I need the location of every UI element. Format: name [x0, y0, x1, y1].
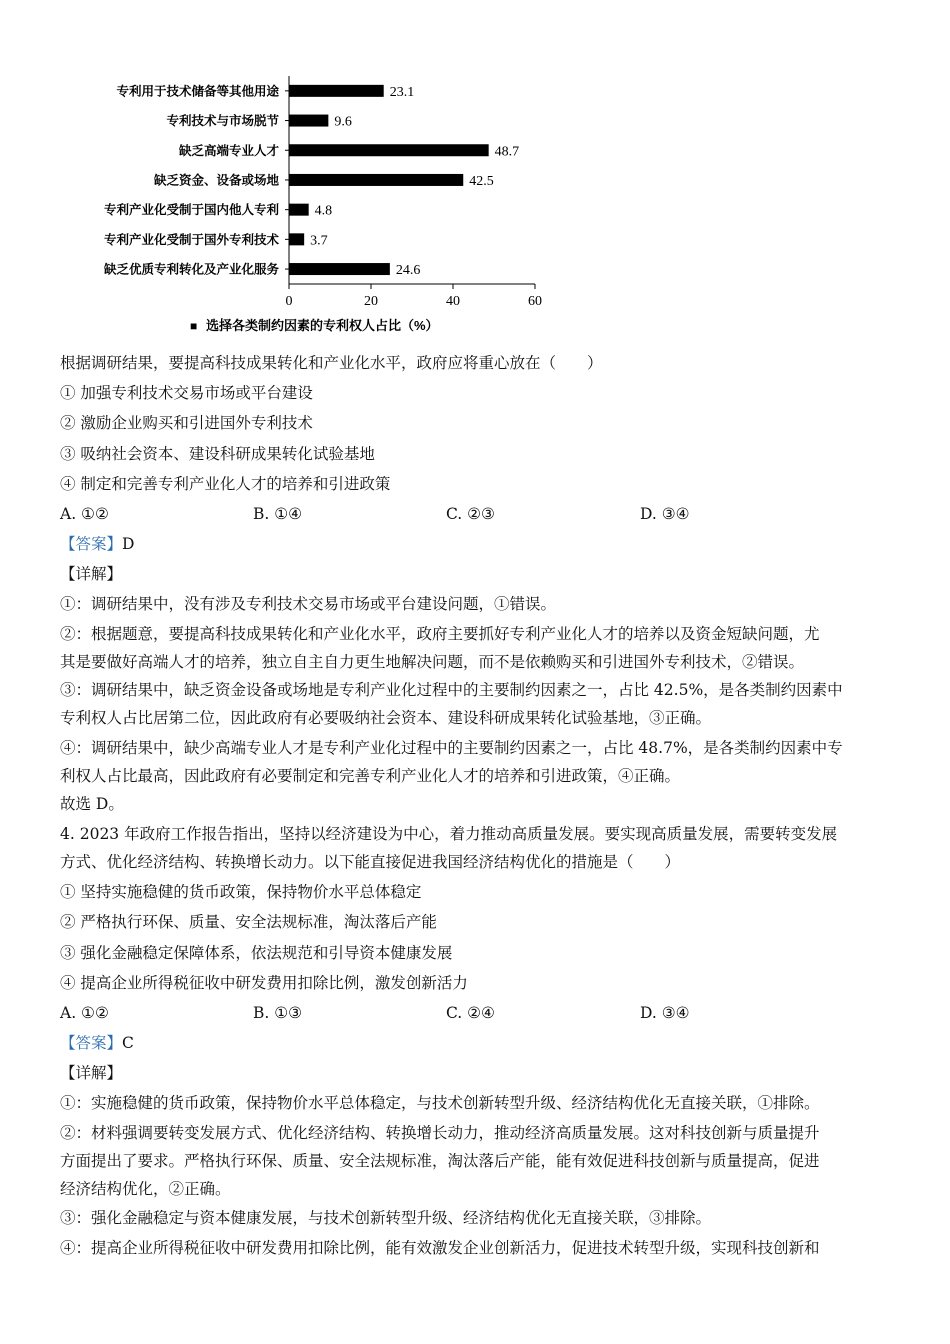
category-label: 专利用于技术储备等其他用途 — [116, 84, 279, 99]
q4-explain-line: ④：提高企业所得税征收中研发费用扣除比例，能有效激发企业创新活力，促进技术转型升级，实现科技创新和 — [60, 1239, 820, 1257]
q3-explain-tag: 【详解】 — [60, 565, 123, 583]
bar — [289, 144, 489, 156]
q4-item-2: ② 严格执行环保、质量、安全法规标准，淘汰落后产能 — [60, 913, 437, 931]
q4-item-4: ④ 提高企业所得税征收中研发费用扣除比例，激发创新活力 — [60, 974, 468, 992]
bar-value-label: 9.6 — [334, 114, 352, 130]
bar — [289, 263, 390, 275]
bar — [289, 233, 304, 245]
q3-explain-line: ④：调研结果中，缺少高端专业人才是专利产业化过程中的主要制约因素之一，占比 48.7%，是各类制约因素中专 — [60, 739, 843, 757]
bar-value-label: 23.1 — [389, 84, 415, 100]
q4-option-b: B. ①③ — [253, 1004, 303, 1022]
q3-explain-line: ③：调研结果中，缺乏资金设备或场地是专利产业化过程中的主要制约因素之一，占比 42.5%，是各类制约因素中 — [60, 681, 843, 699]
q3-explain-line: ②：根据题意，要提高科技成果转化和产业化水平，政府主要抓好专利产业化人才的培养以及资金短缺问题，尤 — [60, 625, 820, 643]
bar-value-label: 3.7 — [310, 233, 328, 249]
q4-answer — [60, 1032, 134, 1054]
q4-option-c: C. ②④ — [446, 1004, 495, 1022]
category-label: 缺乏高端专业人才 — [178, 143, 279, 158]
legend-marker: ■ — [190, 319, 198, 333]
q4-option-a: A. ①② — [60, 1004, 109, 1022]
x-tick-label: 20 — [364, 294, 378, 309]
q3-stem: 根据调研结果，要提高科技成果转化和产业化水平，政府应将重心放在（ ） — [60, 354, 603, 372]
q4-explain-line: ③：强化金融稳定与资本健康发展，与技术创新转型升级、经济结构优化无直接关联，③排除。 — [60, 1209, 712, 1227]
q4-explain-line: 经济结构优化，②正确。 — [60, 1180, 231, 1198]
q3-explain-line: ①：调研结果中，没有涉及专利技术交易市场或平台建设问题，①错误。 — [60, 595, 557, 613]
q4-item-3: ③ 强化金融稳定保障体系，依法规范和引导资本健康发展 — [60, 944, 453, 962]
q3-explain-line: 其是要做好高端人才的培养，独立自主自力更生地解决问题，而不是依赖购买和引进国外专利技术，②错误。 — [60, 653, 805, 671]
q4-option-d: D. ③④ — [640, 1004, 690, 1022]
q4-stem-line: 方式、优化经济结构、转换增长动力。以下能直接促进我国经济结构优化的措施是（ ） — [60, 853, 681, 871]
bar-value-label: 4.8 — [314, 203, 333, 219]
category-label: 专利产业化受制于国内他人专利 — [103, 203, 279, 218]
q4-explain-line: 方面提出了要求。严格执行环保、质量、安全法规标准，淘汰落后产能，能有效促进科技创新与质量提高，促进 — [60, 1152, 820, 1170]
q4-explain-tag: 【详解】 — [60, 1064, 123, 1082]
answer-value: D — [122, 535, 135, 553]
x-tick-label: 60 — [528, 294, 542, 309]
answer-tag: 【答案】 — [60, 1034, 123, 1052]
bar — [289, 174, 463, 186]
q3-item-4: ④ 制定和完善专利产业化人才的培养和引进政策 — [60, 475, 391, 493]
x-tick-label: 40 — [446, 294, 460, 309]
bar-value-label: 42.5 — [469, 173, 494, 189]
q4-explain-line: ②：材料强调要转变发展方式、优化经济结构、转换增长动力，推动经济高质量发展。这对科技创新与质量提升 — [60, 1124, 820, 1142]
q3-explain-line: 利权人占比最高，因此政府有必要制定和完善专利产业化人才的培养和引进政策，④正确。 — [60, 767, 681, 785]
answer-tag: 【答案】 — [60, 535, 123, 553]
q4-stem-line: 4. 2023 年政府工作报告指出，坚持以经济建设为中心，着力推动高质量发展。要实现高质量发展，需要转变发展 — [60, 825, 838, 843]
bar — [289, 85, 384, 97]
q3-option-a: A. ①② — [60, 505, 109, 523]
q3-item-2: ② 激励企业购买和引进国外专利技术 — [60, 414, 313, 432]
legend-label: 选择各类制约因素的专利权人占比（%） — [206, 318, 439, 333]
q4-item-1: ① 坚持实施稳健的货币政策，保持物价水平总体稳定 — [60, 883, 422, 901]
q3-explain-line: 故选 D。 — [60, 795, 124, 813]
x-tick-label: 0 — [285, 294, 293, 309]
category-label: 专利技术与市场脱节 — [166, 114, 279, 129]
q3-option-d: D. ③④ — [640, 505, 690, 523]
bar-value-label: 24.6 — [395, 263, 421, 279]
q3-answer — [60, 533, 134, 555]
q3-item-1: ① 加强专利技术交易市场或平台建设 — [60, 384, 313, 402]
bar-chart — [60, 62, 560, 352]
q3-option-b: B. ①④ — [253, 505, 303, 523]
category-label: 专利产业化受制于国外专利技术 — [103, 232, 279, 247]
q4-explain-line: ①：实施稳健的货币政策，保持物价水平总体稳定，与技术创新转型升级、经济结构优化无直接关联，①排除。 — [60, 1094, 820, 1112]
q3-explain-line: 专利权人占比居第二位，因此政府有必要吸纳社会资本、建设科研成果转化试验基地，③正确。 — [60, 709, 712, 727]
q3-option-c: C. ②③ — [446, 505, 495, 523]
bar — [289, 115, 328, 127]
category-label: 缺乏资金、设备或场地 — [153, 173, 279, 188]
q3-item-3: ③ 吸纳社会资本、建设科研成果转化试验基地 — [60, 445, 375, 463]
answer-value: C — [122, 1034, 134, 1052]
category-label: 缺乏优质专利转化及产业化服务 — [103, 262, 279, 277]
bar — [289, 204, 309, 216]
bar-value-label: 48.7 — [494, 144, 520, 160]
